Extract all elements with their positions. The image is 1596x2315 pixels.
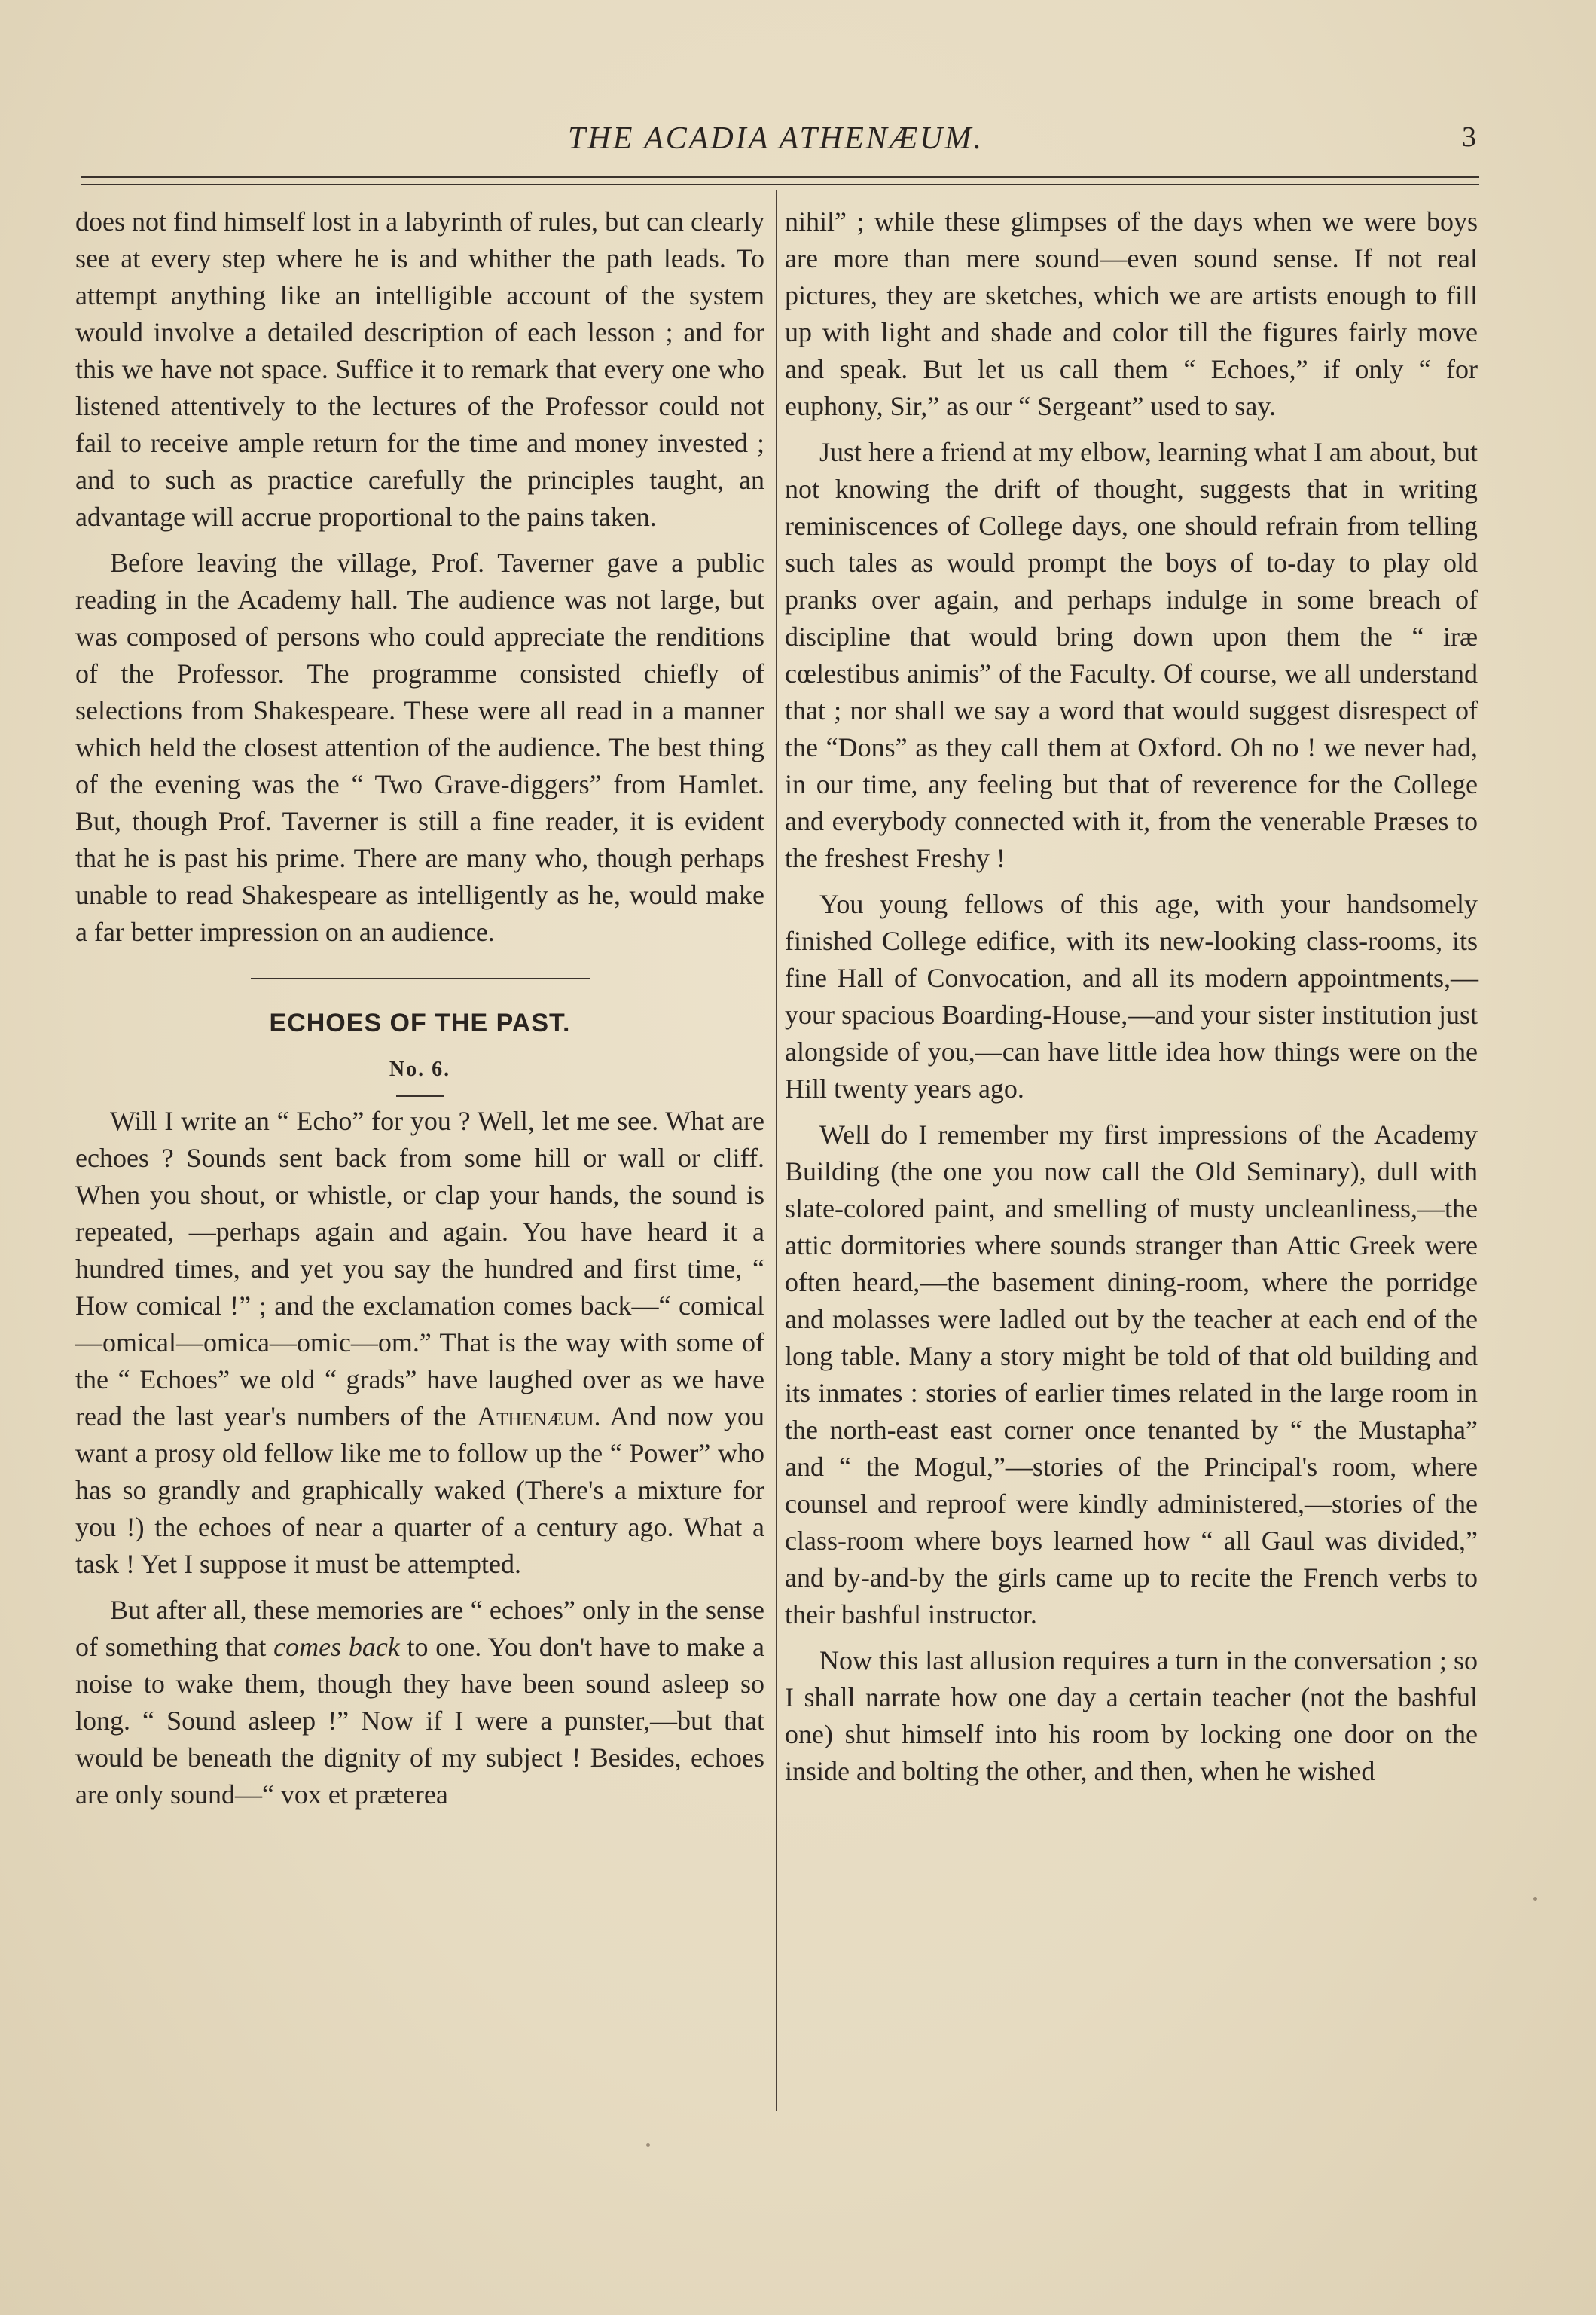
publication-title: THE ACADIA ATHENÆUM. (568, 121, 984, 156)
paragraph: nihil” ; while these glimpses of the days when we were boys are more than mere sound—even sound sense. If not real pictures, they are sketches, which we are artists enough to fill up with light and shade and color till the figures fairly move and speak. But let us call them “ Echoes,” if only “ for euphony, Sir,” as our “ Sergeant” used to say. (785, 206, 1478, 421)
section-number-rule (396, 1095, 444, 1097)
paragraph: Before leaving the village, Prof. Taverner gave a public reading in the Academy hall. The audience was not large, but was composed of persons who could appreciate the renditions of the Professor. The programme consisted chiefly of selections from Shakespeare. These were all read in a manner which held the closest attention of the audience. The best thing of the evening was the “ Two Grave-diggers” from Hamlet. But, though Prof. Taverner is still a fine reader, it is evident that he is past his prime. There are many who, though perhaps unable to read Shakespeare as intelligently as he, would make a far better impression on an audience. (75, 548, 764, 947)
left-column (75, 203, 764, 1822)
paragraph: You young fellows of this age, with your handsomely finished College edifice, with its new-looking class-rooms, its fine Hall of Convocation, and all its modern appointments,—your spacious Boarding-House,—and your sister institution just alongside of you,—can have little idea how things were on the Hill twenty years ago. (785, 889, 1478, 1104)
publication-name-smallcaps: Athenæum (477, 1401, 594, 1431)
text-run: . And now you want a prosy old fellow like me to follow up the “ Power” who has so grandly and graphically waked (There's a mixture for you !) the echoes of near a quarter of a century ago. What a task ! Yet I suppose it must be attempted. (75, 1401, 764, 1579)
paper-speck (646, 2143, 650, 2147)
header-rule-second (81, 184, 1479, 185)
italic-phrase: comes back (273, 1632, 400, 1662)
paragraph: does not find himself lost in a labyrinth of rules, but can clearly see at every step where he is and whither the path leads. To attempt anything like an intelligible account of the system would involve a detailed description of each lesson ; and for this we have not space. Suffice it to remark that every one who listened attentively to the lectures of the Professor could not fail to receive ample return for the time and money invested ; and to such as practice carefully the principles taught, an advantage will accrue proportional to the pains taken. (75, 206, 764, 532)
right-column (785, 203, 1478, 1799)
paragraph: Just here a friend at my elbow, learning what I am about, but not knowing the drift of thought, suggests that in writing reminiscences of College days, one should refrain from telling such tales as would prompt the boys of to-day to play old pranks over again, and perhaps indulge in some breach of discipline that would bring down upon them the “ iræ cœlestibus animis” of the Faculty. Of course, we all understand that ; nor shall we say a word that would suggest disrespect of the “Dons” as they call them at Oxford. Oh no ! we never had, in our time, any feeling but that of reverence for the College and everybody connected with it, from the venerable Præses to the freshest Freshy ! (785, 437, 1478, 873)
column-divider (776, 190, 777, 2111)
paragraph: Now this last allusion requires a turn in the conversation ; so I shall narrate how one day a certain teacher (not the bashful one) shut himself into his room by locking one door on the inside and bolting the other, and then, when he wished (785, 1645, 1478, 1786)
paper-speck (1533, 1897, 1537, 1901)
section-heading: ECHOES OF THE PAST. (269, 1009, 571, 1037)
paragraph (75, 1592, 764, 1813)
running-head (75, 121, 1476, 166)
text-run: Will I write an “ Echo” for you ? Well, let me see. What are echoes ? Sounds sent back from some hill or wall or cliff. When you shout, or whistle, or clap your hands, the sound is repeated, —perhaps again and again. You have heard it a hundred times, and yet you say the hundred and first time, “ How comical !” ; and the exclamation comes back—“ comical—omical—omica—omic—om.” That is the way with some of the “ Echoes” we old “ grads” have laughed over as we have read the last year's numbers of the (75, 1106, 764, 1431)
paragraph: Well do I remember my first impressions of the Academy Building (the one you now call the Old Seminary), dull with slate-colored paint, and smelling of musty uncleanliness,—the attic dormitories where sounds stranger than Attic Greek were often heard,—the basement dining-room, where the porridge and molasses were ladled out by the teacher at each end of the long table. Many a story might be told of that old building and its inmates : stories of earlier times related in the large room in the north-east east corner once tenanted by “ the Mustapha” and “ the Mogul,”—stories of the Principal's room, where counsel and reproof were kindly administered,—stories of the class-room where boys learned how “ all Gaul was divided,” and by-and-by the girls came up to recite the French verbs to their bashful instructor. (785, 1119, 1478, 1629)
section-divider-rule (251, 978, 590, 979)
paragraph (75, 1103, 764, 1583)
header-rule (81, 176, 1479, 178)
text-run: But after all, these memories are “ echoes” only in the sense of something that (75, 1595, 764, 1662)
section-number: No. 6. (389, 1058, 451, 1081)
text-run: to one. You don't have to make a noise to wake them, though they have been sound asleep so long. “ Sound asleep !” Now if I were a punster,—but that would be beneath the dignity of my subject ! Besides, echoes are only sound—“ vox et præterea (75, 1632, 765, 1810)
page-number: 3 (1462, 121, 1476, 153)
